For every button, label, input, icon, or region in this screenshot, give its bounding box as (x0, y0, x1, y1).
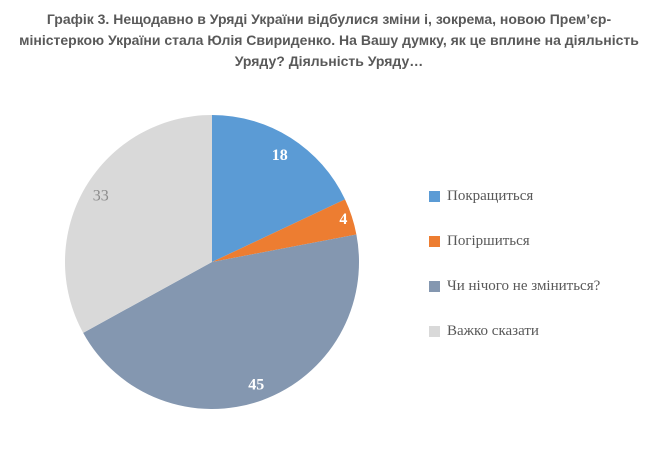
legend-label-worsen: Погіршиться (447, 232, 530, 249)
legend-marker-nothing-change-icon (429, 281, 440, 292)
legend-marker-improve-icon (429, 191, 440, 202)
legend-item-worsen[interactable] (429, 233, 654, 249)
pie-data-label-improve: 18 (271, 146, 288, 164)
chart-title-line-2: міністеркою України стала Юлія Свириденко. На Вашу думку, як це вплине на діяльність (19, 32, 639, 48)
chart-title-line-3: Уряду? Діяльність Уряду… (234, 53, 424, 69)
legend-label-nothing-change: Чи нічого не зміниться? (447, 277, 601, 294)
legend-marker-hard-to-say-icon (429, 326, 440, 337)
legend-item-nothing-change[interactable] (429, 278, 654, 294)
legend-item-hard-to-say[interactable] (429, 323, 654, 339)
legend-label-improve: Покращиться (447, 187, 534, 204)
legend-label-hard-to-say: Важко сказати (447, 322, 539, 339)
pie-data-label-worsen: 4 (339, 210, 348, 228)
pie-data-label-hard-to-say: 33 (92, 187, 109, 205)
chart-legend (429, 188, 654, 368)
legend-marker-worsen-icon (429, 236, 440, 247)
chart-title-line-1: Графік 3. Нещодавно в Уряді України відбулися зміни і, зокрема, новою Прем’єр- (46, 11, 612, 27)
legend-item-improve[interactable] (429, 188, 654, 204)
pie-data-label-nothing-change: 45 (248, 376, 265, 394)
